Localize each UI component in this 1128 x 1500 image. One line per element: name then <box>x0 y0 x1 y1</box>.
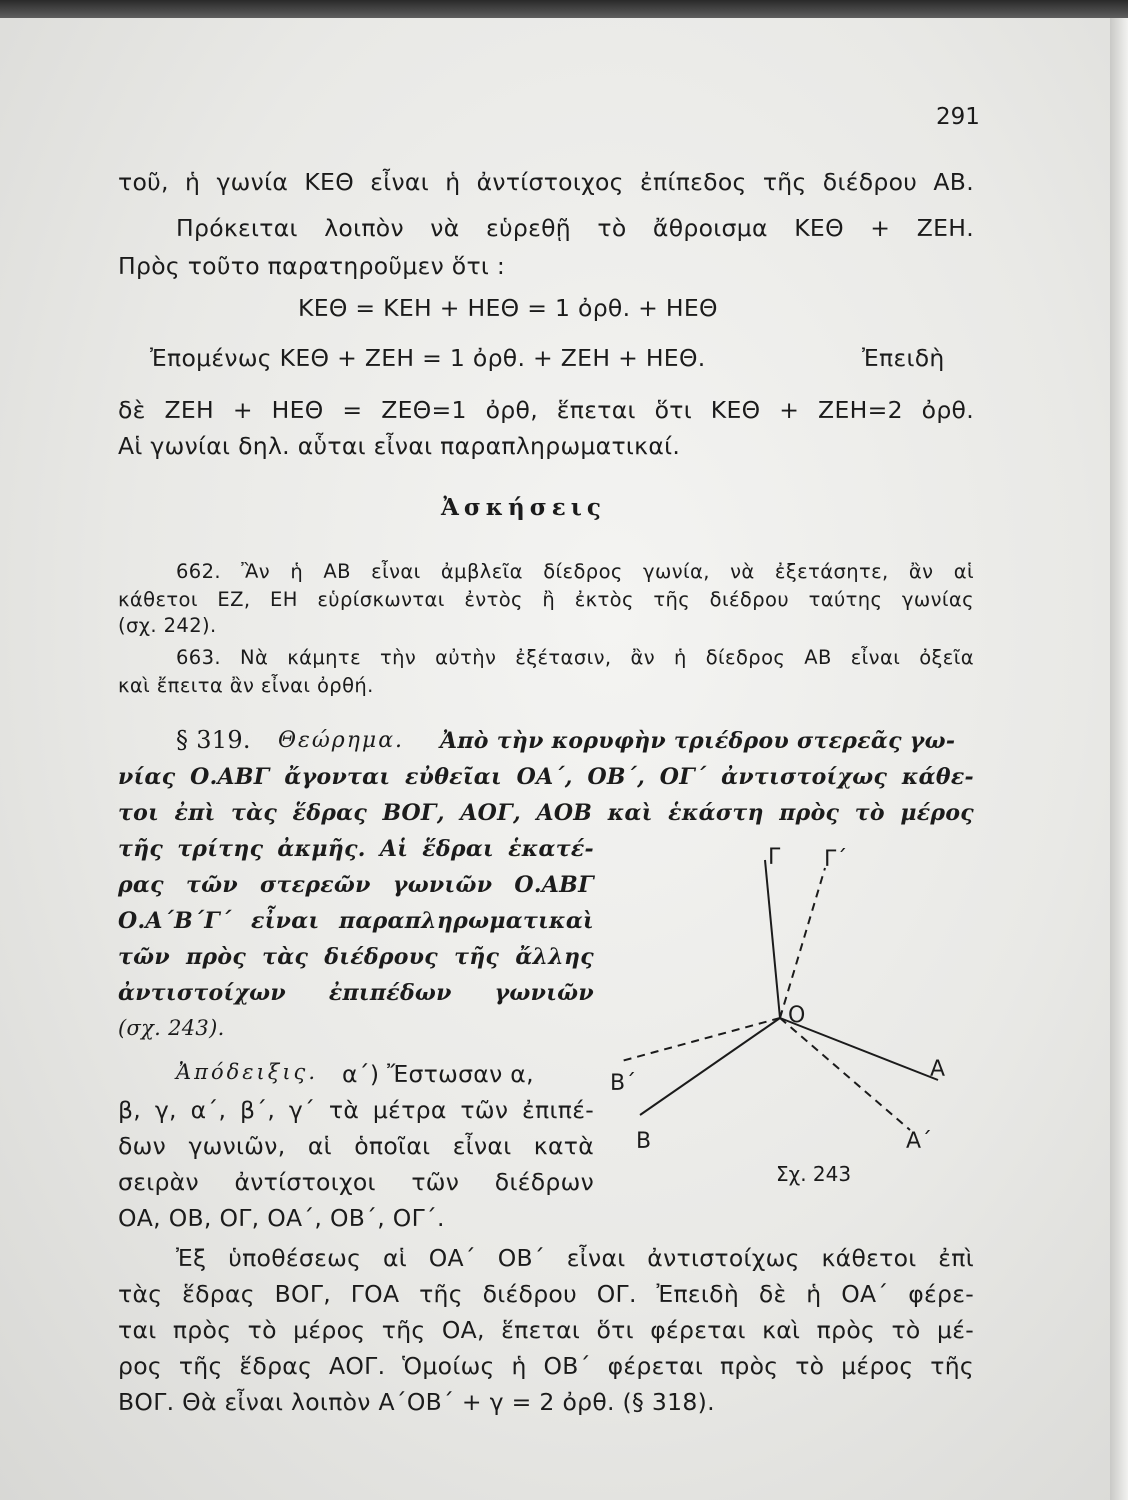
label-Bp: Β΄ <box>610 1071 637 1096</box>
label-G: Γ <box>768 845 781 870</box>
proof-text: σειρὰν ἀντίστοιχοι τῶν διέδρων <box>118 1168 594 1196</box>
theorem-text: ρας τῶν στερεῶν γωνιῶν Ο.ΑΒΓ <box>118 872 594 898</box>
text-line: Ἐπομένως ΚΕΘ + ΖΕΗ = 1 ὀρθ. + ΖΕΗ + ΗΕΘ. <box>150 344 706 372</box>
exercises-heading: Ἀσκήσεις <box>441 494 606 521</box>
label-Gp: Γ΄ <box>824 847 848 872</box>
edge-OGp <box>780 868 825 1018</box>
section-number: § 319. <box>176 726 251 754</box>
theorem-text: ἀντιστοίχων ἐπιπέδων γωνιῶν <box>118 980 594 1006</box>
text-line: δὲ ΖΕΗ + ΗΕΘ = ΖΕΘ=1 ὀρθ, ἕπεται ὅτι ΚΕΘ + ΖΕΗ=2 ὀρθ. <box>118 396 974 424</box>
edge-OBp <box>618 1018 780 1062</box>
text-line: Ἐπειδὴ <box>862 344 945 372</box>
proof-text: Ἐξ ὑποθέσεως αἱ ΟΑ΄ ΟΒ΄ εἶναι ἀντιστοίχως κάθετοι ἐπὶ <box>176 1244 974 1272</box>
label-B: Β <box>636 1129 652 1154</box>
proof-text: ΒΟΓ. Θὰ εἶναι λοιπὸν Α΄ΟΒ΄ + γ = 2 ὀρθ. (§ 318). <box>118 1388 715 1416</box>
theorem-text: Ο.Α΄Β΄Γ΄ εἶναι παραπληρωματικαὶ <box>118 908 594 934</box>
exercise-662: κάθετοι ΕΖ, ΕΗ εὑρίσκωνται ἐντὸς ἢ ἐκτὸς τῆς διέδρου ταύτης γωνίας <box>118 588 974 611</box>
page-number: 291 <box>936 104 980 130</box>
proof-text: ρος τῆς ἕδρας ΑΟΓ. Ὁμοίως ἡ ΟΒ΄ φέρεται πρὸς τὸ μέρος τῆς <box>118 1352 974 1380</box>
exercise-662: (σχ. 242). <box>118 614 217 637</box>
theorem-text: τῆς τρίτης ἀκμῆς. Αἱ ἕδραι ἑκατέ- <box>118 836 594 862</box>
proof-label: Ἀπόδειξις. <box>176 1060 318 1084</box>
text-line: Πρὸς τοῦτο παρατηροῦμεν ὅτι : <box>118 252 506 280</box>
theorem-text: τοι ἐπὶ τὰς ἕδρας ΒΟΓ, ΑΟΓ, ΑΟΒ καὶ ἑκάστη πρὸς τὸ μέρος <box>118 800 974 826</box>
proof-text: δων γωνιῶν, αἱ ὁποῖαι εἶναι κατὰ <box>118 1132 594 1160</box>
text-line: τοῦ, ἡ γωνία ΚΕΘ εἶναι ἡ ἀντίστοιχος ἐπίπεδος τῆς διέδρου ΑΒ. <box>118 168 974 196</box>
label-A: Α <box>930 1057 946 1082</box>
label-O: Ο <box>788 1003 806 1028</box>
label-Ap: Α΄ <box>906 1129 933 1154</box>
theorem-text: Ἀπὸ τὴν κορυφὴν τριέδρου στερεᾶς γω- <box>440 728 956 754</box>
proof-text: α΄) Ἔστωσαν α, <box>342 1060 534 1088</box>
page-edge-shadow <box>1110 18 1128 1500</box>
text-line: Πρόκειται λοιπὸν νὰ εὑρεθῇ τὸ ἄθροισμα ΚΕΘ + ΖΕΗ. <box>176 214 974 242</box>
proof-text: ται πρὸς τὸ μέρος τῆς ΟΑ, ἕπεται ὅτι φέρεται καὶ πρὸς τὸ μέ- <box>118 1316 974 1344</box>
exercise-662: 662. Ἂν ἡ ΑΒ εἶναι ἀμβλεῖα δίεδρος γωνία, νὰ ἐξετάσητε, ἂν αἱ <box>176 560 974 583</box>
figure-caption: Σχ. 243 <box>776 1162 852 1186</box>
text-line: Αἱ γωνίαι δηλ. αὗται εἶναι παραπληρωματικαί. <box>118 432 681 460</box>
exercise-663: 663. Νὰ κάμητε τὴν αὐτὴν ἐξέτασιν, ἂν ἡ δίεδρος ΑΒ εἶναι ὀξεῖα <box>176 646 974 669</box>
proof-text: ΟΑ, ΟΒ, ΟΓ, ΟΑ΄, ΟΒ΄, ΟΓ΄. <box>118 1204 445 1232</box>
theorem-label: Θεώρημα. <box>278 728 405 753</box>
proof-text: β, γ, α΄, β΄, γ΄ τὰ μέτρα τῶν ἐπιπέ- <box>118 1096 594 1124</box>
exercise-663: καὶ ἔπειτα ἂν εἶναι ὀρθή. <box>118 674 374 697</box>
edge-OB <box>640 1018 780 1115</box>
figure-243 <box>600 830 980 1190</box>
theorem-text: νίας Ο.ΑΒΓ ἄγονται εὐθεῖαι ΟΑ΄, ΟΒ΄, ΟΓ΄ ἀντιστοίχως κάθε- <box>118 764 974 790</box>
figure-reference: (σχ. 243). <box>118 1016 225 1040</box>
edge-OG <box>765 860 780 1018</box>
equation: ΚΕΘ = ΚΕΗ + ΗΕΘ = 1 ὀρθ. + ΗΕΘ <box>298 294 718 322</box>
proof-text: τὰς ἕδρας ΒΟΓ, ΓΟΑ τῆς διέδρου ΟΓ. Ἐπειδὴ δὲ ἡ ΟΑ΄ φέρε- <box>118 1280 974 1308</box>
edge-OAp <box>780 1018 910 1130</box>
theorem-text: τῶν πρὸς τὰς διέδρους τῆς ἄλλης <box>118 944 594 970</box>
